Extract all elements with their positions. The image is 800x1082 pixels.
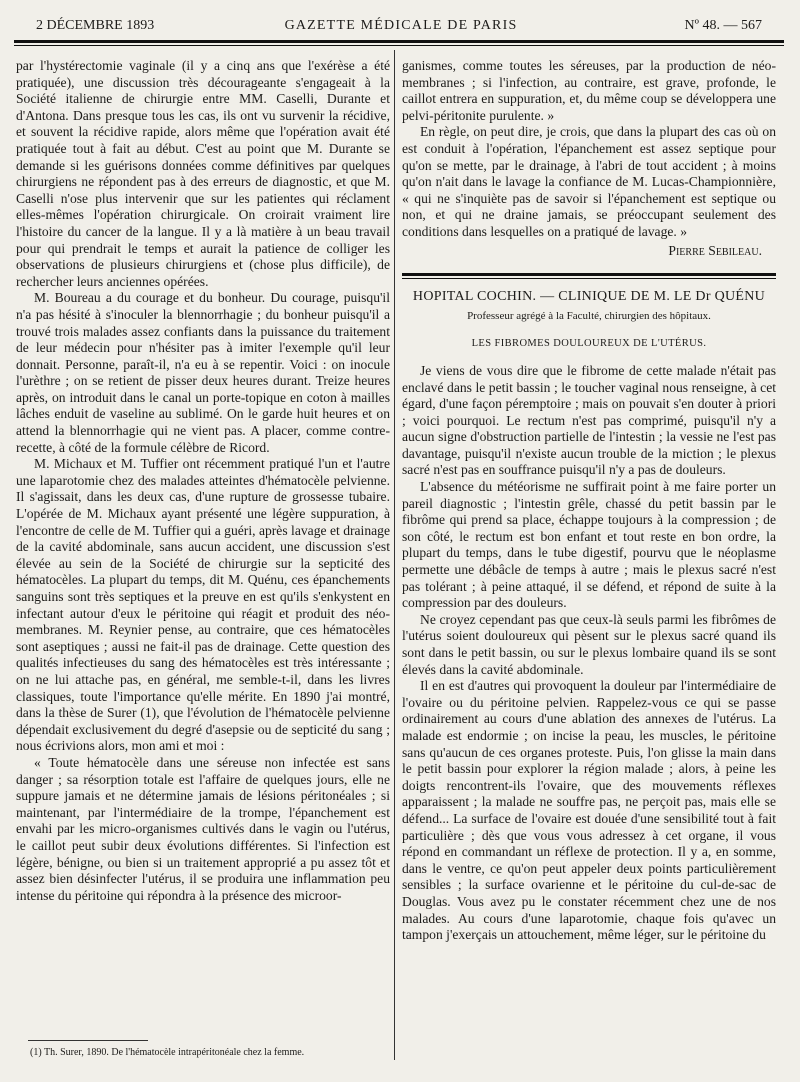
column-divider [394,50,395,1060]
section-subtitle: Professeur agrégé à la Faculté, chirurgien des hôpitaux. [467,309,711,322]
article-title: LES FIBROMES DOULOUREUX DE L'UTÉRUS. [471,338,707,350]
paragraph: par l'hystérectomie vaginale (il y a cinq ans que l'exérèse a été pratiquée), une discussion très décourageante s'engageait à la Société italienne de chirurgie entre MM. Caselli, Durante et d'Antona. Dans presque tous les cas, ils ont vu survenir la récidive, et souvent la récidive rapide, alors même que l'opération avait été pratiquée tout à fait au début. C'est au point que M. Durante se demande si les guérisons données comme définitives par quelques chirurgiens ne répondent pas à des erreurs de diagnostic, et que M. Caselli n'ose plus intervenir que sur les patientes qui réclament elles-mêmes l'opération chirurgicale. On croirait vraiment lire l'histoire du cancer de la langue. Il y a là matière à un beau travail pour qui prendrait le temps et aurait la patience de colliger les observations de plusieurs chirurgiens et (chose plus difficile), de rechercher leurs anciennes opérées. [16,58,390,289]
header-rule-thin [14,45,784,46]
paragraph: Je viens de vous dire que le fibrome de cette malade n'était pas enclavé dans le petit bassin ; le toucher vaginal nous renseigne, à cet égard, d'une façon péremptoire ; mais on pouvait s'en douter à priori ; voici pourquoi. Le rectum n'est pas comprimé, puisqu'il n'y a aucun signe d'obstruction partielle de l'intestin ; la vessie ne l'est pas davantage, puisqu'il n'existe aucun trouble de la miction ; le plexus sacré n'est pas en souffrance puisqu'il n'y a pas de douleurs. [402,362,776,478]
paragraph: « Toute hématocèle dans une séreuse non infectée est sans danger ; sa résorption totale est l'affaire de quelques jours, elle ne suppure jamais et ne détermine jamais de lésions péritonéales ; si maintenant, par l'intermédiaire de la trompe, l'épanchement est envahi par les micro-organismes cultivés dans le vagin ou l'utérus, le caillot peut subir deux évolutions différentes. Si l'infection est légère, bénigne, ou bien si un traitement approprié a pu assez tôt et assez bien désinfecter l'utérus, il se produira une inflammation peu intense du péritoine qui répondra à la présence des microor- [16,754,390,903]
section-rule-thick [402,273,776,276]
author-signature: Pierre Sebileau. [668,242,762,258]
page-header [30,14,772,40]
header-rule-thick [14,40,784,43]
paragraph: ganismes, comme toutes les séreuses, par la production de néo-membranes ; si l'infection, au contraire, est grave, profonde, le caillot entrera en suppuration, et, du même coup se développera une pelvi-péritonite purulente. » [402,58,776,123]
journal-title: GAZETTE MÉDICALE DE PARIS [284,18,518,33]
footnote-rule [28,1040,148,1041]
paragraph: Il en est d'autres qui provoquent la douleur par l'intermédiaire de l'ovaire ou du péritoine pelvien. Rappelez-vous ce qui se passe ordinairement au cours d'une ablation des annexes de l'utérus. La malade est endormie ; on incise la peau, les muscles, le péritoine sans qu'aucun de ces organes proteste. Puis, l'on glisse la main dans le petit bassin pour explorer la région malade ; alors, à peine les doigts rencontrent-ils l'ovaire, que des mouvements réflexes apparaissent ; la malade ne souffre pas, ne perçoit pas, mais elle se défend... La surface de l'ovaire est douée d'une sensibilité tout à fait particulière ; dès que vous vous adressez à cet organe, il vous répond en commandant un réflexe de protection. Il y a, en somme, dans le ventre, ce qu'on peut appeler deux points particulièrement sensibles ; la surface ovarienne et le péritoine du cul-de-sac de Douglas. Vous avez pu le constater récemment chez une de nos malades. Au cours d'une laparotomie, chaque fois qu'avec un tampon j'exerçais un attouchement, même léger, sur le péritoine du [402,678,776,943]
paragraph: M. Boureau a du courage et du bonheur. Du courage, puisqu'il n'a pas hésité à s'inoculer la blennorrhagie ; du bonheur puisqu'il a trouvé trois malades assez confiants dans la puissance du traitement de leur médecin pour n'hésiter pas à imiter l'exemple qu'il leur donnait. Personne, paraît-il, n'a eu à se repentir. Voici : on inocule l'urèthre ; on se retient de pisser deux heures durant. Treize heures après, on introduit dans le canal un porte-topique en coton à mailles lâches enduit de vaseline au sublimé. On le garde huit heures et on attend la blennorrhagie qui ne vient pas. A placer, comme contre-recette, à côté de la formule célèbre de Ricord. [16,290,390,455]
paragraph: M. Michaux et M. Tuffier ont récemment pratiqué l'un et l'autre une laparotomie chez des malades atteintes d'hématocèle pelvienne. Il s'agissait, dans les deux cas, d'une rupture de grossesse tubaire. L'opérée de M. Michaux ayant présenté une légère suppuration, à l'encontre de celle de M. Tuffier qui a guéri, après lavage et drainage de la cavité abdominale, sans aucun accident, une discussion s'est élevée au sein de la Société de chirurgie sur la septicité des hématocèles. La plupart du temps, dit M. Quénu, ces épanchements sanguins sont très septiques et la preuve en est qu'ils s'enkystent en infectant autour d'eux le péritoine qui réagit et produit des néo-membranes. M. Reynier pense, au contraire, que ces hématocèles sont aseptiques ; aussi ne fait-il pas de drainage. Cette question des qualités infectieuses du sang des hématocèles est très intéressante ; on ne lui attache pas, en général, me semble-t-il, dans les livres classiques, toute l'importance qu'elle mérite. En 1890 j'ai montré, dans la thèse de Surer (1), que l'évolution de l'hématocèle pelvienne dépendait exclusivement du degré d'asepsie ou de septicité du sang ; nous écrivions alors, mon ami et moi : [16,456,390,754]
paragraph: Ne croyez cependant pas que ceux-là seuls parmi les fibrômes de l'utérus soient douloureux qui pèsent sur le plexus sacré quand ils sont dans le petit bassin, ou sur le plexus lombaire quand ils se sont élevés dans la cavité abdominale. [402,611,776,677]
right-column [402,58,776,944]
left-column [16,58,390,904]
footnote: (1) Th. Surer, 1890. De l'hématocèle intrapéritonéale chez la femme. [30,1047,305,1058]
issue-date: 2 DÉCEMBRE 1893 [36,18,155,33]
section-rule-thin [402,278,776,279]
paragraph: L'absence du météorisme ne suffirait point à me faire porter un pareil diagnostic ; l'intestin grêle, chassé du petit bassin par le fibrôme qui prend sa place, échappe toujours à la compression ; de son côté, le rectum est bon enfant et tout reste en bon ordre, la plupart du temps, dans le tube digestif, pourvu que le néoplasme permette une débâcle de temps à autre ; mais le plexus sacré n'est pas tolérant ; à peine attaqué, il se défend, et répond de suite à la compression par des douleurs. [402,479,776,611]
hospital-heading: HOPITAL COCHIN. — CLINIQUE DE M. LE Dr QUÉNU [412,289,766,305]
issue-number: Nº 48. — 567 [684,18,762,33]
paragraph: En règle, on peut dire, je crois, que dans la plupart des cas où on est conduit à l'opération, l'épanchement est assez septique pour qu'on se mette, par le drainage, à l'abri de tout accident ; à moins qu'on n'ait dans le lavage la confiance de M. Lucas-Championnière, « qui ne s'inquiète pas de savoir si l'épanchement est septique ou non, et qui ne draine jamais, se préoccupant seulement des conditions dans lesquelles on a pratiqué de lavage. » [402,124,776,239]
